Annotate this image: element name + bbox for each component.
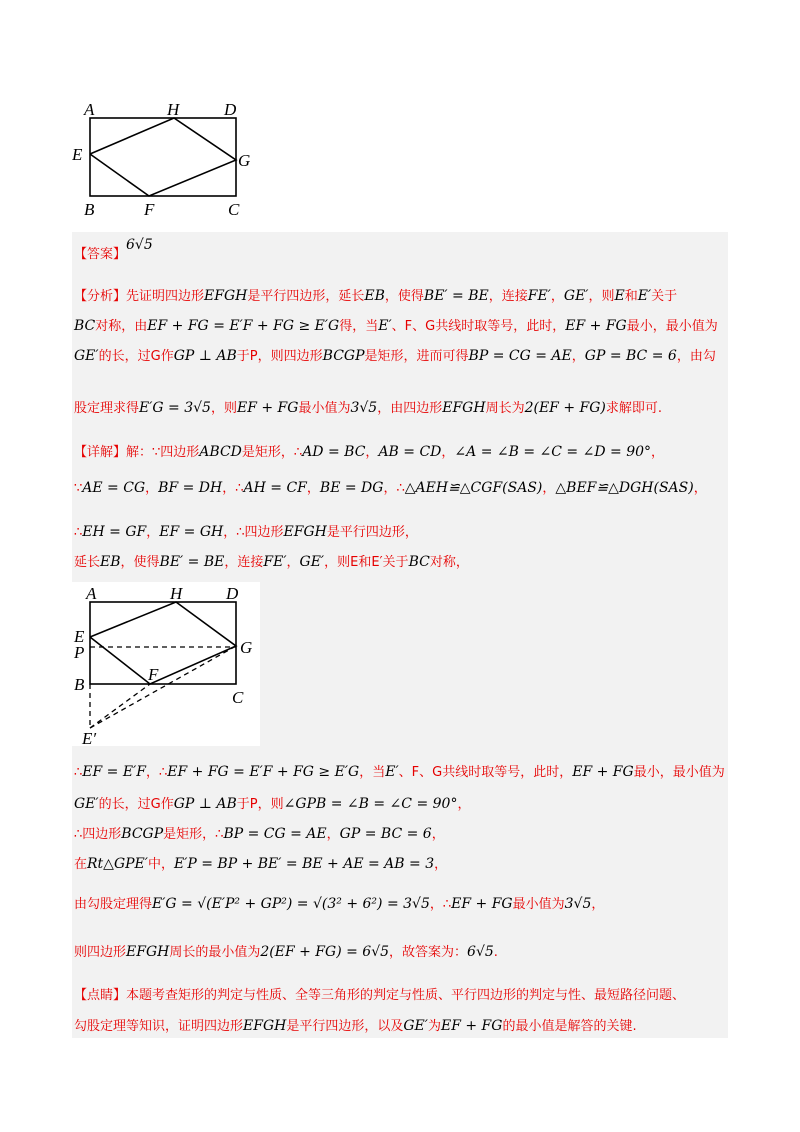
- label-e: E: [74, 627, 85, 646]
- text: 的长，过: [98, 349, 151, 364]
- math: E′G = 3√5: [139, 400, 211, 416]
- text: 的最小值是解答的关键.: [502, 1019, 637, 1034]
- text: 对称，由: [95, 319, 148, 334]
- label-b: B: [84, 200, 95, 219]
- text: 关于: [382, 555, 409, 570]
- text: E: [350, 555, 359, 570]
- math: ABCD: [199, 444, 242, 460]
- label-a: A: [86, 584, 97, 603]
- math: EF + FG: [440, 1018, 503, 1034]
- text: 是平行四边形，以及: [286, 1019, 404, 1034]
- math: BF = DH: [158, 480, 223, 496]
- math: ∠A = ∠B = ∠C = ∠D = 90°: [454, 444, 652, 460]
- text: 对称，: [429, 555, 469, 570]
- text: .: [493, 945, 498, 960]
- text: ，∴: [429, 897, 452, 912]
- detail-line-1: [74, 442, 664, 463]
- math: EB: [364, 288, 385, 304]
- math: BP = CG = AE: [468, 348, 572, 364]
- math: GE′: [74, 796, 99, 812]
- math: EF = GH: [159, 524, 224, 540]
- math: GP ⊥ AB: [173, 796, 237, 812]
- text: 为: [427, 1019, 441, 1034]
- math: 2(EF + FG) = 6√5: [260, 944, 390, 960]
- math: EFGH: [442, 400, 486, 416]
- math: BE′ = BE: [159, 554, 225, 570]
- label-g: G: [238, 151, 251, 170]
- math: GE′: [403, 1018, 428, 1034]
- text: ，: [145, 481, 159, 496]
- math: E′: [637, 288, 652, 304]
- math: GE′: [74, 348, 99, 364]
- text: 则四边形: [74, 945, 127, 960]
- text: ，: [146, 525, 160, 540]
- math: AD = BC: [302, 444, 366, 460]
- detail-line-6: [74, 794, 470, 815]
- text: ∵: [74, 481, 83, 496]
- math: 6√5: [467, 944, 494, 960]
- text: P: [249, 797, 258, 812]
- analysis-line-4: [74, 398, 662, 419]
- text: 股定理求得: [74, 401, 140, 416]
- text: 解：∵四边形: [126, 445, 200, 460]
- answer-line: [74, 237, 153, 265]
- math: 3√5: [350, 400, 378, 416]
- text: ∴: [74, 765, 83, 780]
- text: ，: [434, 857, 448, 872]
- math: AB = CD: [378, 444, 442, 460]
- text: 是平行四边形，: [326, 525, 418, 540]
- answer-tag: 【答案】: [74, 247, 127, 262]
- text: ∴四边形: [74, 827, 122, 842]
- text: 由勾股定理得: [74, 897, 153, 912]
- detail-line-7: [74, 824, 445, 845]
- math: 2(EF + FG): [524, 400, 606, 416]
- text: 先证明四边形: [126, 289, 205, 304]
- math: ∠GPB = ∠B = ∠C = 90°: [283, 796, 458, 812]
- math: BP = CG = AE: [223, 826, 327, 842]
- label-f: F: [148, 665, 159, 684]
- text: 最小值为: [512, 897, 565, 912]
- math: EB: [100, 554, 121, 570]
- text: 最小值为: [298, 401, 351, 416]
- text: ，则: [588, 289, 615, 304]
- text: 是矩形，∴: [163, 827, 224, 842]
- math: BCGP: [322, 348, 365, 364]
- text: G: [150, 349, 161, 364]
- text: 作: [160, 349, 174, 364]
- text: ，: [326, 827, 340, 842]
- text: 共线时取等号，此时，: [435, 319, 566, 334]
- label-h: H: [170, 584, 183, 603]
- math: E′P = BP + BE′ = BE + AE = AB = 3: [173, 856, 435, 872]
- math: GE′: [299, 554, 325, 570]
- text: 作: [160, 797, 174, 812]
- text: ，当: [359, 765, 386, 780]
- math: Rt△GPE′: [87, 856, 148, 872]
- math: BCGP: [121, 826, 164, 842]
- text: 和: [358, 555, 372, 570]
- label-d: D: [224, 100, 237, 119]
- text: 得，当: [339, 319, 379, 334]
- math: E′: [378, 318, 392, 334]
- math: EF + FG: [565, 318, 627, 334]
- text: G: [425, 319, 436, 334]
- text: ，: [441, 445, 455, 460]
- text: ，∴: [145, 765, 168, 780]
- text: F: [411, 765, 420, 780]
- analysis-line-3: [74, 346, 716, 367]
- detail-line-4: [74, 552, 469, 573]
- text: 最小，最小值为: [633, 765, 725, 780]
- text: 本题考查矩形的判定与性质、全等三角形的判定与性质、平行四边形的判定与性、最短路径问题、: [126, 988, 686, 1003]
- text: ，则: [257, 797, 284, 812]
- text: ，使得: [384, 289, 424, 304]
- math: EF + FG: [236, 400, 299, 416]
- text: ，∴四边形: [223, 525, 284, 540]
- label-h: H: [167, 100, 180, 119]
- text: G: [432, 765, 443, 780]
- text: ，: [542, 481, 556, 496]
- comment-tag: 【点睛】: [74, 988, 127, 1003]
- math: EH = GF: [82, 524, 147, 540]
- math: EFGH: [126, 944, 170, 960]
- text: ，: [365, 445, 379, 460]
- detail-line-9: [74, 894, 604, 915]
- math: FE′: [263, 554, 287, 570]
- figure-auxiliary-construction: [72, 582, 260, 746]
- math: E: [614, 288, 625, 304]
- text: 是平行四边形，延长: [247, 289, 365, 304]
- text: ，由勾: [676, 349, 716, 364]
- detail-line-8: [74, 854, 447, 875]
- figure-rectangle-abcd: [72, 96, 272, 226]
- math: 3√5: [564, 896, 592, 912]
- text: P: [249, 349, 258, 364]
- text: 于: [236, 797, 250, 812]
- text: E′: [371, 555, 383, 570]
- math: EF + FG = E′F + FG ≥ E′G: [167, 764, 360, 780]
- answer-value: 6√5: [126, 237, 153, 253]
- math: AE = CG: [82, 480, 146, 496]
- text: 、: [412, 319, 426, 334]
- text: ，: [306, 481, 320, 496]
- text: 勾股定理等知识，证明四边形: [74, 1019, 244, 1034]
- detail-line-3: [74, 522, 418, 543]
- label-e-prime: E′: [82, 729, 97, 746]
- math: BE′ = BE: [423, 288, 489, 304]
- math: E′: [385, 764, 399, 780]
- text: G: [150, 797, 161, 812]
- label-p: P: [74, 643, 85, 662]
- math: EF + FG = E′F + FG ≥ E′G: [147, 318, 340, 334]
- label-c: C: [232, 688, 244, 707]
- text: ，: [571, 349, 585, 364]
- math: BC: [74, 318, 96, 334]
- text: 、: [398, 765, 412, 780]
- math: AH = CF: [243, 480, 307, 496]
- text: ，: [651, 445, 665, 460]
- text: ，: [591, 897, 605, 912]
- label-c: C: [228, 200, 240, 219]
- text: ∴: [74, 525, 83, 540]
- label-d: D: [226, 584, 239, 603]
- math: GE′: [563, 288, 589, 304]
- text: 共线时取等号，此时，: [442, 765, 573, 780]
- math: GP = BC = 6: [339, 826, 432, 842]
- text: ，: [550, 289, 564, 304]
- math: BE = DG: [319, 480, 384, 496]
- text: ，∴: [383, 481, 405, 496]
- comment-line-1: [74, 986, 685, 1006]
- text: 、: [419, 765, 433, 780]
- text: 求解即可.: [605, 401, 663, 416]
- text: 是矩形，∴: [241, 445, 303, 460]
- label-e: E: [72, 145, 83, 164]
- text: 中，: [147, 857, 174, 872]
- text: ，: [286, 555, 300, 570]
- text: 是矩形，进而可得: [364, 349, 469, 364]
- text: 周长的最小值为: [169, 945, 261, 960]
- math: FE′: [527, 288, 551, 304]
- analysis-line-2: [74, 316, 718, 337]
- text: ，故答案为：: [389, 945, 468, 960]
- math: GP ⊥ AB: [173, 348, 237, 364]
- math: EFGH: [283, 524, 327, 540]
- math: EFGH: [204, 288, 248, 304]
- text: 周长为: [485, 401, 525, 416]
- detail-line-5: [74, 762, 725, 783]
- text: ，: [431, 827, 445, 842]
- text: 的长，过: [98, 797, 151, 812]
- text: ，则: [210, 401, 237, 416]
- text: ，∴: [222, 481, 244, 496]
- math: △AEH≌△CGF(SAS): [404, 480, 543, 496]
- label-f: F: [144, 200, 155, 219]
- math: EF + FG: [451, 896, 513, 912]
- text: ，: [457, 797, 471, 812]
- label-b: B: [74, 675, 85, 694]
- text: 于: [236, 349, 250, 364]
- math: EF + FG: [572, 764, 634, 780]
- text: 、: [391, 319, 405, 334]
- math: GP = BC = 6: [584, 348, 677, 364]
- text: ，连接: [488, 289, 528, 304]
- comment-line-2: [74, 1016, 637, 1037]
- text: 在: [74, 857, 88, 872]
- text: ，则: [324, 555, 351, 570]
- text: ，使得: [120, 555, 160, 570]
- math: △BEF≌△DGH(SAS): [555, 480, 694, 496]
- analysis-tag: 【分析】: [74, 289, 127, 304]
- detail-tag: 【详解】: [74, 445, 127, 460]
- text: F: [404, 319, 413, 334]
- math: EFGH: [243, 1018, 287, 1034]
- text: ，: [693, 481, 707, 496]
- analysis-line-1: [74, 286, 677, 307]
- detail-line-10: [74, 942, 498, 963]
- text: 和: [624, 289, 638, 304]
- text: ，则四边形: [257, 349, 323, 364]
- text: ，由四边形: [377, 401, 443, 416]
- text: 关于: [651, 289, 678, 304]
- text: 最小，最小值为: [626, 319, 718, 334]
- label-a: A: [84, 100, 95, 119]
- label-g: G: [240, 638, 253, 657]
- text: 延长: [74, 555, 101, 570]
- math: BC: [408, 554, 430, 570]
- math: E′G = √(E′P² + GP²) = √(3² + 6²) = 3√5: [152, 896, 430, 912]
- math: EF = E′F: [82, 764, 146, 780]
- detail-line-2: [74, 478, 707, 499]
- text: ，连接: [224, 555, 264, 570]
